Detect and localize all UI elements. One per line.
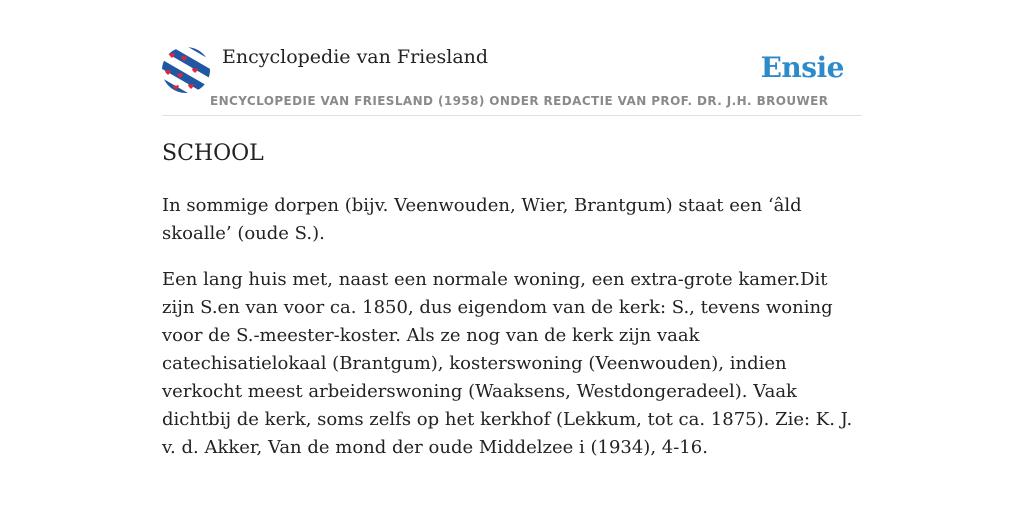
entry-title: SCHOOL [162,141,264,166]
frisian-flag-icon[interactable] [162,47,210,93]
brand-logo[interactable]: Ensie [760,51,844,84]
source-subtitle: ENCYCLOPEDIE VAN FRIESLAND (1958) ONDER REDACTIE VAN PROF. DR. J.H. BROUWER [210,94,829,108]
source-title[interactable]: Encyclopedie van Friesland [222,46,489,68]
entry-paragraph: In sommige dorpen (bijv. Veenwouden, Wier, Brantgum) staat een ‘âld skoalle’ (oude S.). [162,195,802,244]
entry-body [162,192,862,480]
header [162,0,862,116]
page [162,0,862,512]
entry-paragraph: Een lang huis met, naast een normale woning, een extra-grote kamer.Dit zijn S.en van voor ca. 1850, dus eigendom van de kerk: S., tevens woning voor de S.-meester-koster. Als ze nog van de kerk zijn vaak catechisatielokaal (Brantgum), kosterswoning (Veenwouden), indien verkocht meest arbeiderswoning (Waaksens, Westdongeradeel). Vaak dichtbij de kerk, soms zelfs op het kerkhof (Lekkum, tot ca. 1875). Zie: K. J. v. d. Akker, Van de mond der oude Middelzee i (1934), 4-16. [162,269,853,458]
